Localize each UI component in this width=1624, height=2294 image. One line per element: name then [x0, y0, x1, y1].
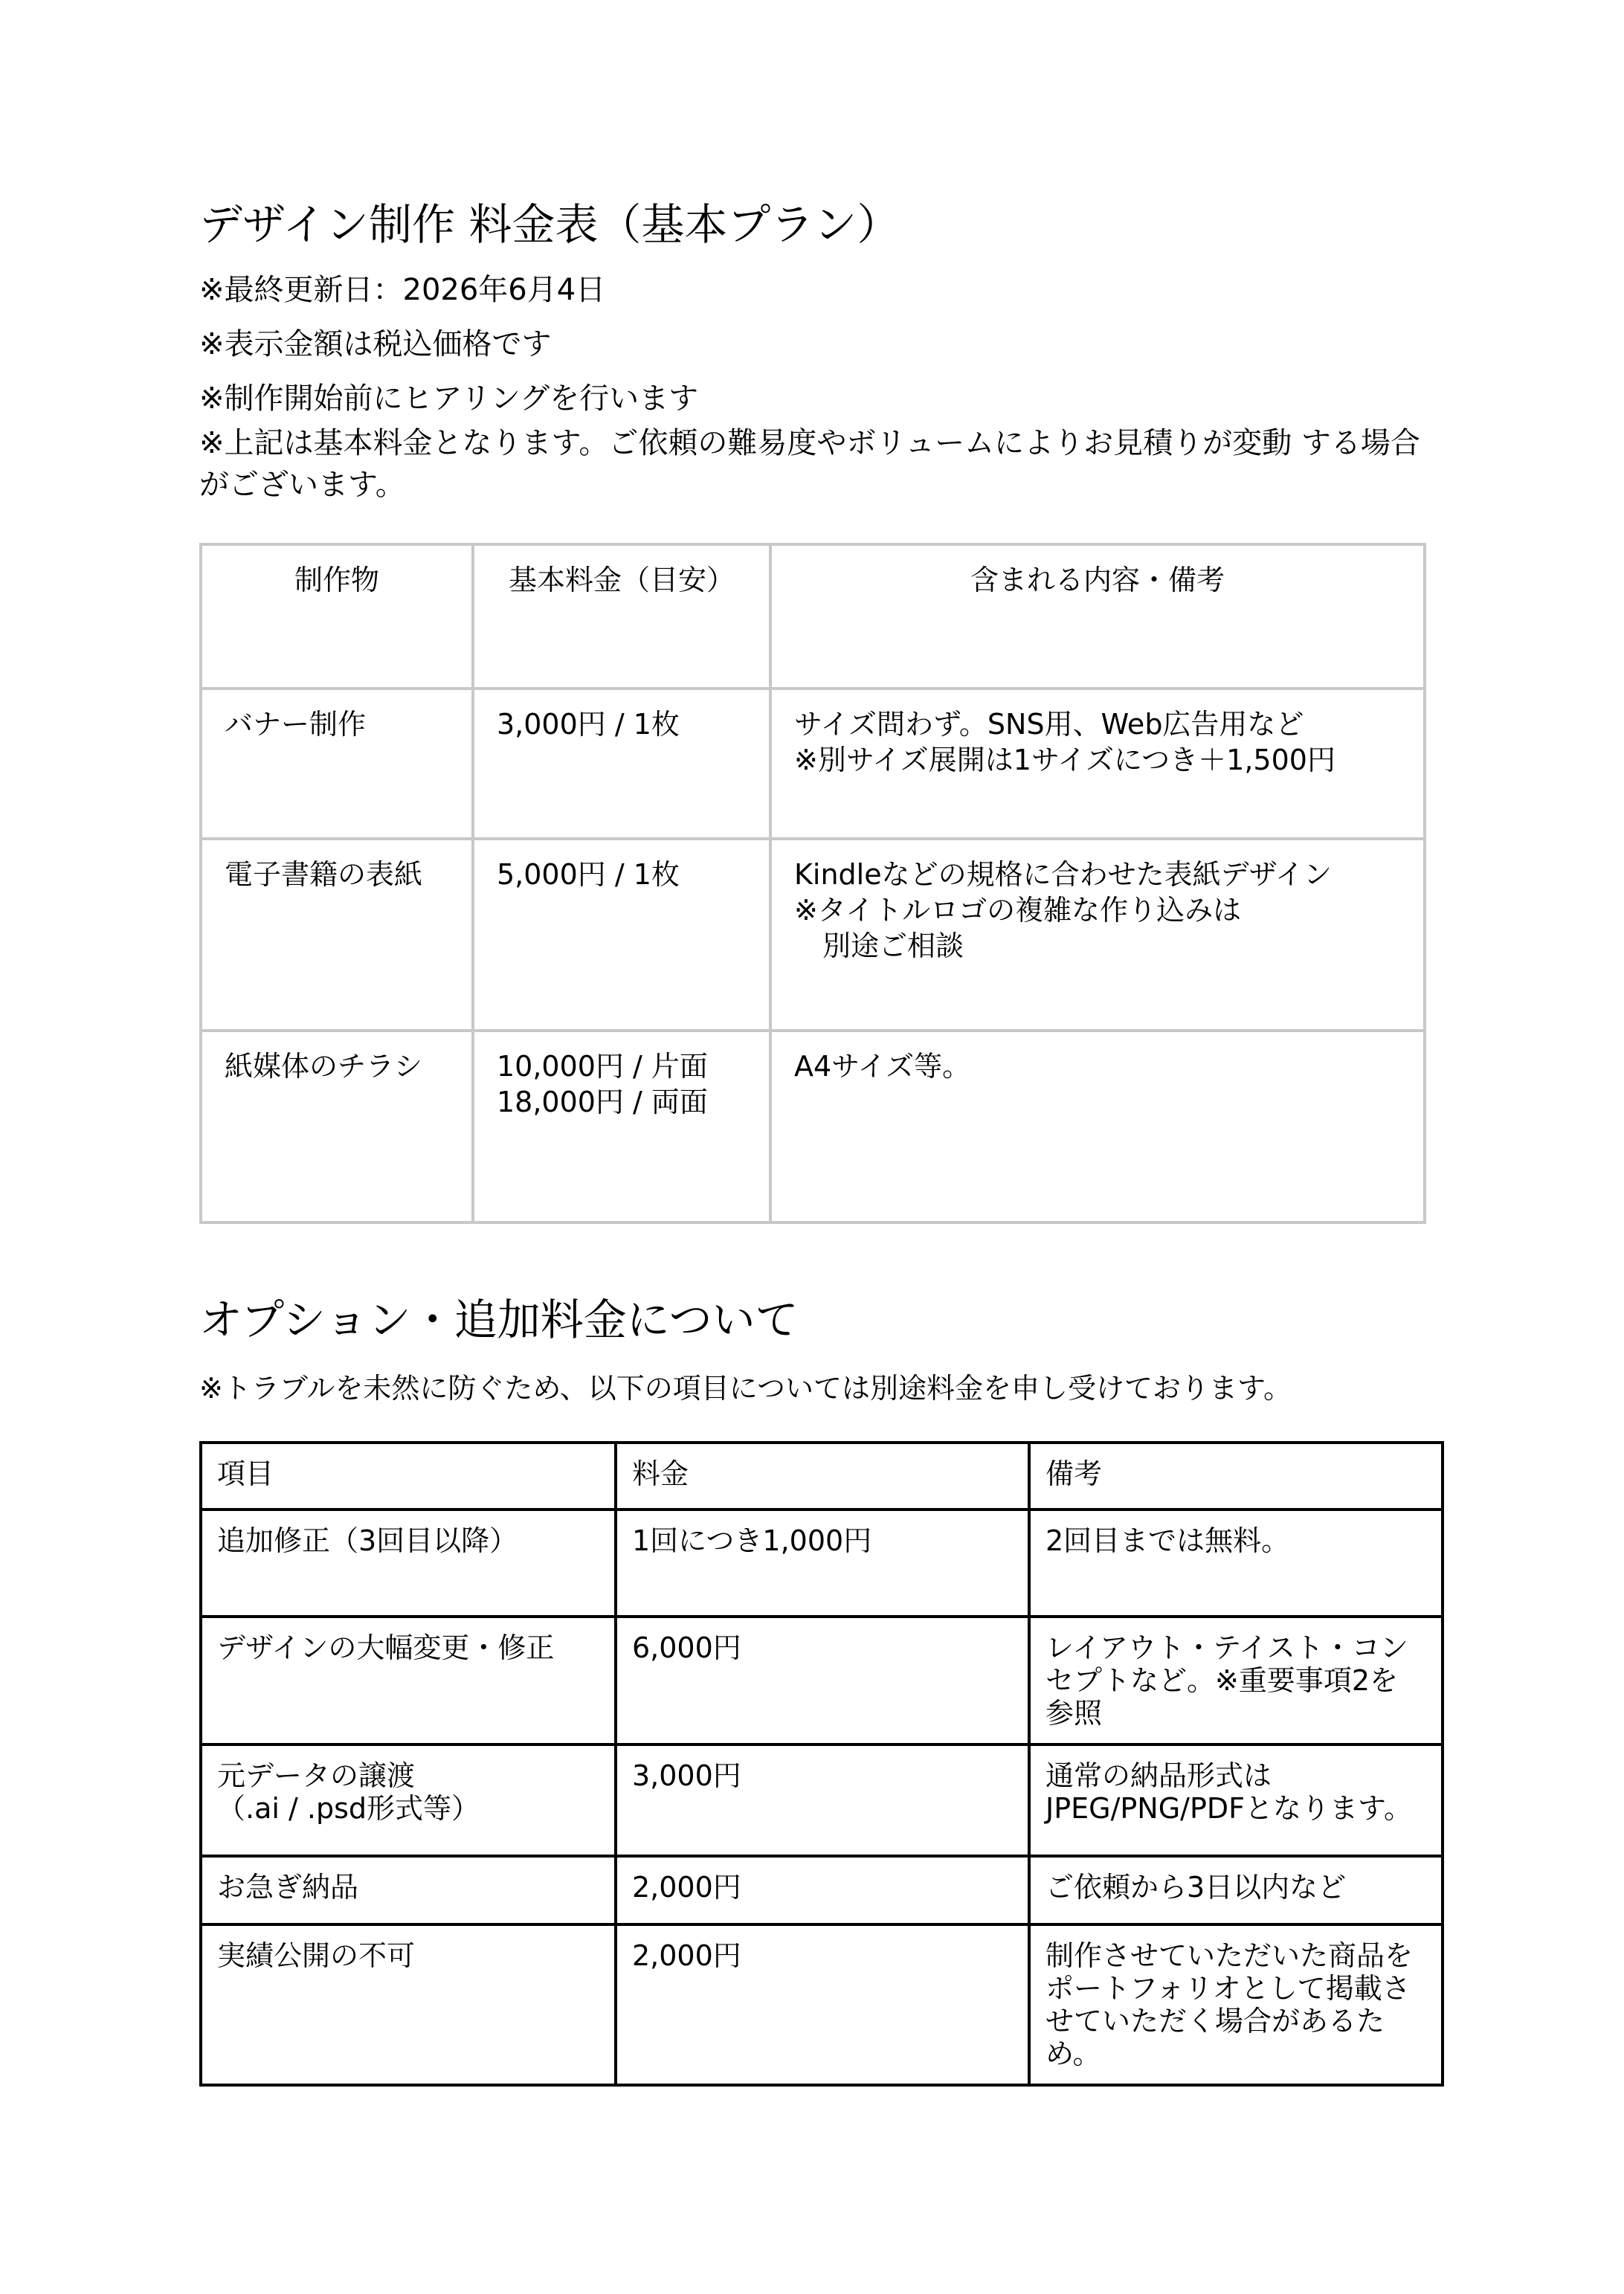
- row-price: 2,000円: [616, 1856, 1029, 1924]
- header-item: 項目: [201, 1443, 616, 1510]
- table-row: [201, 1617, 1443, 1744]
- note-estimate: ※上記は基本料金となります。ご依頼の難易度やボリュームによりお見積りが変動 する場合がございます。: [199, 426, 1420, 502]
- row-item: 追加修正（3回目以降）: [201, 1510, 616, 1617]
- row-item: 元データの譲渡 （.ai / .psd形式等）: [201, 1744, 616, 1856]
- row-price: 1回につき1,000円: [616, 1510, 1029, 1617]
- header-notes: 含まれる内容・備考: [770, 544, 1425, 689]
- row-price: 6,000円: [616, 1617, 1029, 1744]
- option-table-header: [201, 1443, 1443, 1510]
- row-price: 3,000円 / 1枚: [473, 689, 770, 839]
- table-row: [201, 1744, 1443, 1856]
- price-table-header: [201, 544, 1425, 689]
- note-hearing: ※制作開始前にヒアリングを行います: [199, 381, 699, 416]
- price-table: [199, 543, 1426, 1224]
- table-row: [201, 1924, 1443, 2085]
- options-note: ※トラブルを未然に防ぐため、以下の項目については別途料金を申し受けております。: [199, 1372, 1292, 1405]
- row-price: 3,000円: [616, 1744, 1029, 1856]
- table-row: [201, 1856, 1443, 1924]
- row-notes: ご依頼から3日以内など: [1029, 1856, 1443, 1924]
- row-item: デザインの大幅変更・修正: [201, 1617, 616, 1744]
- table-row: [201, 689, 1425, 839]
- row-item: バナー制作: [201, 689, 473, 839]
- option-table: [199, 1441, 1444, 2087]
- note-updated: ※最終更新日：2026年6月4日: [199, 273, 606, 307]
- row-notes: Kindleなどの規格に合わせた表紙デザイン ※タイトルロゴの複雑な作り込みは 別途ご相談: [770, 839, 1425, 1031]
- header-notes: 備考: [1029, 1443, 1443, 1510]
- header-price: 基本料金（目安）: [473, 544, 770, 689]
- row-item: 紙媒体のチラシ: [201, 1031, 473, 1222]
- table-row: [201, 1031, 1425, 1222]
- options-title: オプション・追加料金について: [199, 1295, 799, 1345]
- row-item: 実績公開の不可: [201, 1924, 616, 2085]
- header-price: 料金: [616, 1443, 1029, 1510]
- row-notes: サイズ問わず。SNS用、Web広告用など ※別サイズ展開は1サイズにつき＋1,500円: [770, 689, 1425, 839]
- row-notes: 制作させていただいた商品をポートフォリオとして掲載させていただく場合があるため。: [1029, 1924, 1443, 2085]
- table-row: [201, 1510, 1443, 1617]
- row-notes: レイアウト・テイスト・コンセプトなど。※重要事項2を参照: [1029, 1617, 1443, 1744]
- row-item: 電子書籍の表紙: [201, 839, 473, 1031]
- row-price: 10,000円 / 片面 18,000円 / 両面: [473, 1031, 770, 1222]
- row-notes: 2回目までは無料。: [1029, 1510, 1443, 1617]
- row-notes: 通常の納品形式は JPEG/PNG/PDFとなります。: [1029, 1744, 1443, 1856]
- page-title: デザイン制作 料金表（基本プラン）: [199, 199, 900, 250]
- row-price: 5,000円 / 1枚: [473, 839, 770, 1031]
- note-tax: ※表示金額は税込価格です: [199, 327, 552, 361]
- header-item: 制作物: [201, 544, 473, 689]
- row-item: お急ぎ納品: [201, 1856, 616, 1924]
- table-row: [201, 839, 1425, 1031]
- row-price: 2,000円: [616, 1924, 1029, 2085]
- row-notes: A4サイズ等。: [770, 1031, 1425, 1222]
